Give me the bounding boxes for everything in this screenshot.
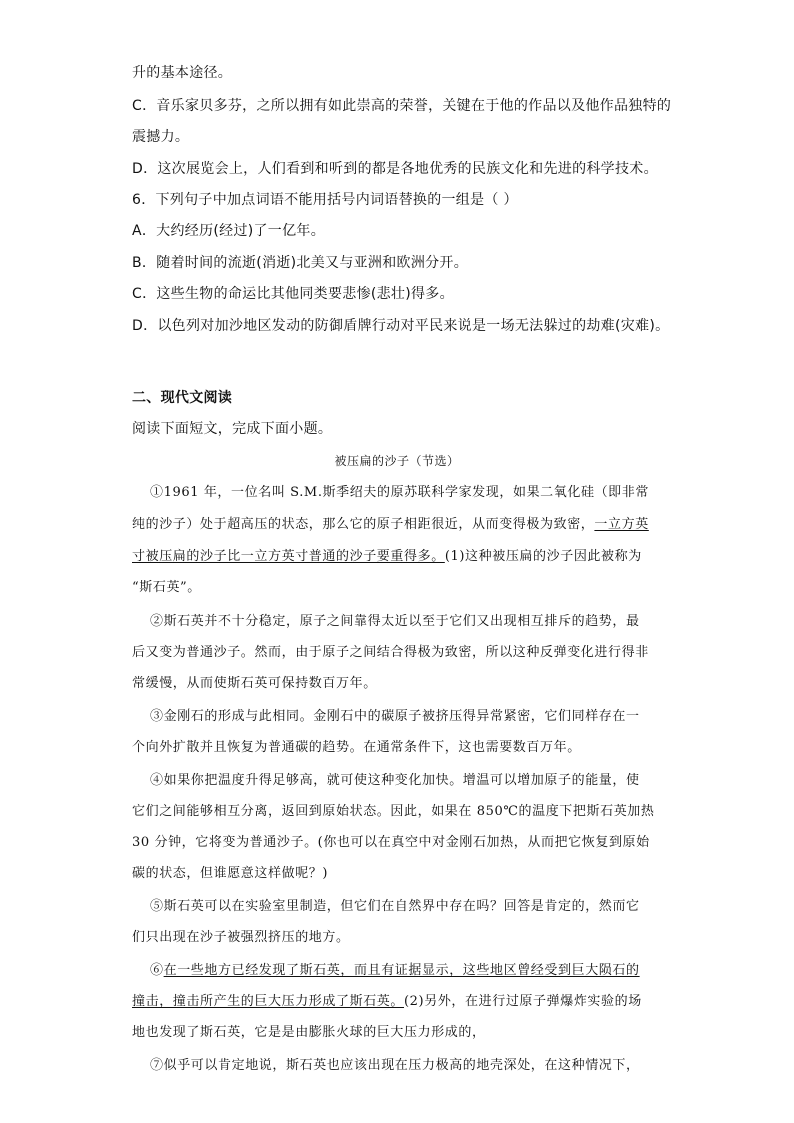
paragraph-1-line-2 bbox=[132, 515, 649, 535]
paragraph-2-line-1: ②斯石英并不十分稳定，原子之间靠得太近以至于它们又出现相互排斥的趋势，最 bbox=[150, 614, 640, 629]
paragraph-3-line-1: ③金刚石的形成与此相同。金刚石中的碳原子被挤压得异常紧密，它们同样存在一 bbox=[150, 709, 640, 724]
q6-stem: 6．下列句子中加点词语不能用括号内词语替换的一组是（ ） bbox=[132, 192, 518, 208]
underlined-sentence-1-cont: 寸被压扁的沙子比一立方英寸普通的沙子要重得多。 bbox=[132, 549, 445, 564]
paragraph-1-text-cont: (1)这种被压扁的沙子因此被称为 bbox=[444, 549, 642, 564]
paragraph-5-line-1: ⑤斯石英可以在实验室里制造，但它们在自然界中存在吗？回答是肯定的，然而它 bbox=[150, 899, 640, 914]
underlined-sentence-2-cont: 撞击，撞击所产生的巨大压力形成了斯石英。 bbox=[132, 994, 405, 1009]
q5-option-c-line2: 震撼力。 bbox=[132, 129, 190, 145]
paragraph-1-line-3 bbox=[132, 547, 642, 567]
paragraph-7-line-1: ⑦似乎可以肯定地说，斯石英也应该出现在压力极高的地壳深处，在这种情况下， bbox=[150, 1058, 640, 1073]
paragraph-4-line-2: 它们之间能够相互分离，返回到原始状态。因此，如果在 850℃的温度下把斯石英加热 bbox=[132, 804, 655, 819]
paragraph-6-line-3: 地也发现了斯石英，它是是由膨胀火球的巨大压力形成的， bbox=[132, 1025, 486, 1040]
q6-option-c: C．这些生物的命运比其他同类要悲惨(悲壮)得多。 bbox=[132, 286, 454, 302]
paragraph-5-line-2: 们只出现在沙子被强烈挤压的地方。 bbox=[132, 930, 350, 945]
paragraph-1-text: 纯的沙子）处于超高压的状态，那么它的原子相距很近，从而变得极为致密， bbox=[132, 517, 595, 532]
paragraph-6-text: (2)另外，在进行过原子弹爆炸实验的场 bbox=[404, 994, 642, 1009]
q6-option-a: A．大约经历(经过)了一亿年。 bbox=[132, 223, 326, 239]
section-heading: 二、现代文阅读 bbox=[132, 390, 233, 406]
paragraph-3-line-2: 个向外扩散并且恢复为普通碳的趋势。在通常条件下，这也需要数百万年。 bbox=[132, 740, 581, 755]
q6-option-b: B．随着时间的流逝(消逝)北美又与亚洲和欧洲分开。 bbox=[132, 255, 469, 271]
paragraph-4-line-3: 30 分钟，它将变为普通沙子。(你也可以在真空中对金刚石加热，从而把它恢复到原始 bbox=[132, 835, 650, 850]
paragraph-2-line-2: 后又变为普通沙子。然而，由于原子之间结合得极为致密，所以这种反弹变化进行得非 bbox=[132, 645, 649, 660]
underlined-sentence-2: 在一些地方已经发现了斯石英，而且有证据显示，这些地区曾经受到巨大陨石的 bbox=[163, 963, 640, 978]
paragraph-1-line-4: “斯石英”。 bbox=[132, 580, 201, 595]
paragraph-6-number: ⑥ bbox=[150, 963, 164, 978]
q5-option-c-line1: C．音乐家贝多芬，之所以拥有如此崇高的荣誉，关键在于他的作品以及他作品独特的 bbox=[132, 98, 672, 114]
paragraph-6-line-1 bbox=[150, 961, 640, 981]
article-title: 被压扁的沙子（节选） bbox=[334, 454, 460, 468]
q6-option-d: D．以色列对加沙地区发动的防御盾牌行动对平民来说是一场无法躲过的劫难(灾难)。 bbox=[132, 318, 670, 334]
paragraph-4-line-4: 碳的状态，但谁愿意这样做呢？) bbox=[132, 866, 329, 881]
paragraph-4-line-1: ④如果你把温度升得足够高，就可使这种变化加快。增温可以增加原子的能量，使 bbox=[150, 773, 640, 788]
q5-option-d: D．这次展览会上，人们看到和听到的都是各地优秀的民族文化和先进的科学技术。 bbox=[132, 161, 658, 177]
reading-instruction: 阅读下面短文，完成下面小题。 bbox=[132, 421, 333, 437]
underlined-sentence-1: 一立方英 bbox=[594, 517, 649, 532]
q5-option-b-tail: 升的基本途径。 bbox=[132, 65, 233, 81]
paragraph-6-line-2 bbox=[132, 992, 642, 1012]
paragraph-1-line-1: ①1961 年，一位名叫 S.M.斯季绍夫的原苏联科学家发现，如果二氧化硅（即非常 bbox=[150, 485, 649, 500]
paragraph-2-line-3: 常缓慢，从而使斯石英可保持数百万年。 bbox=[132, 676, 377, 691]
